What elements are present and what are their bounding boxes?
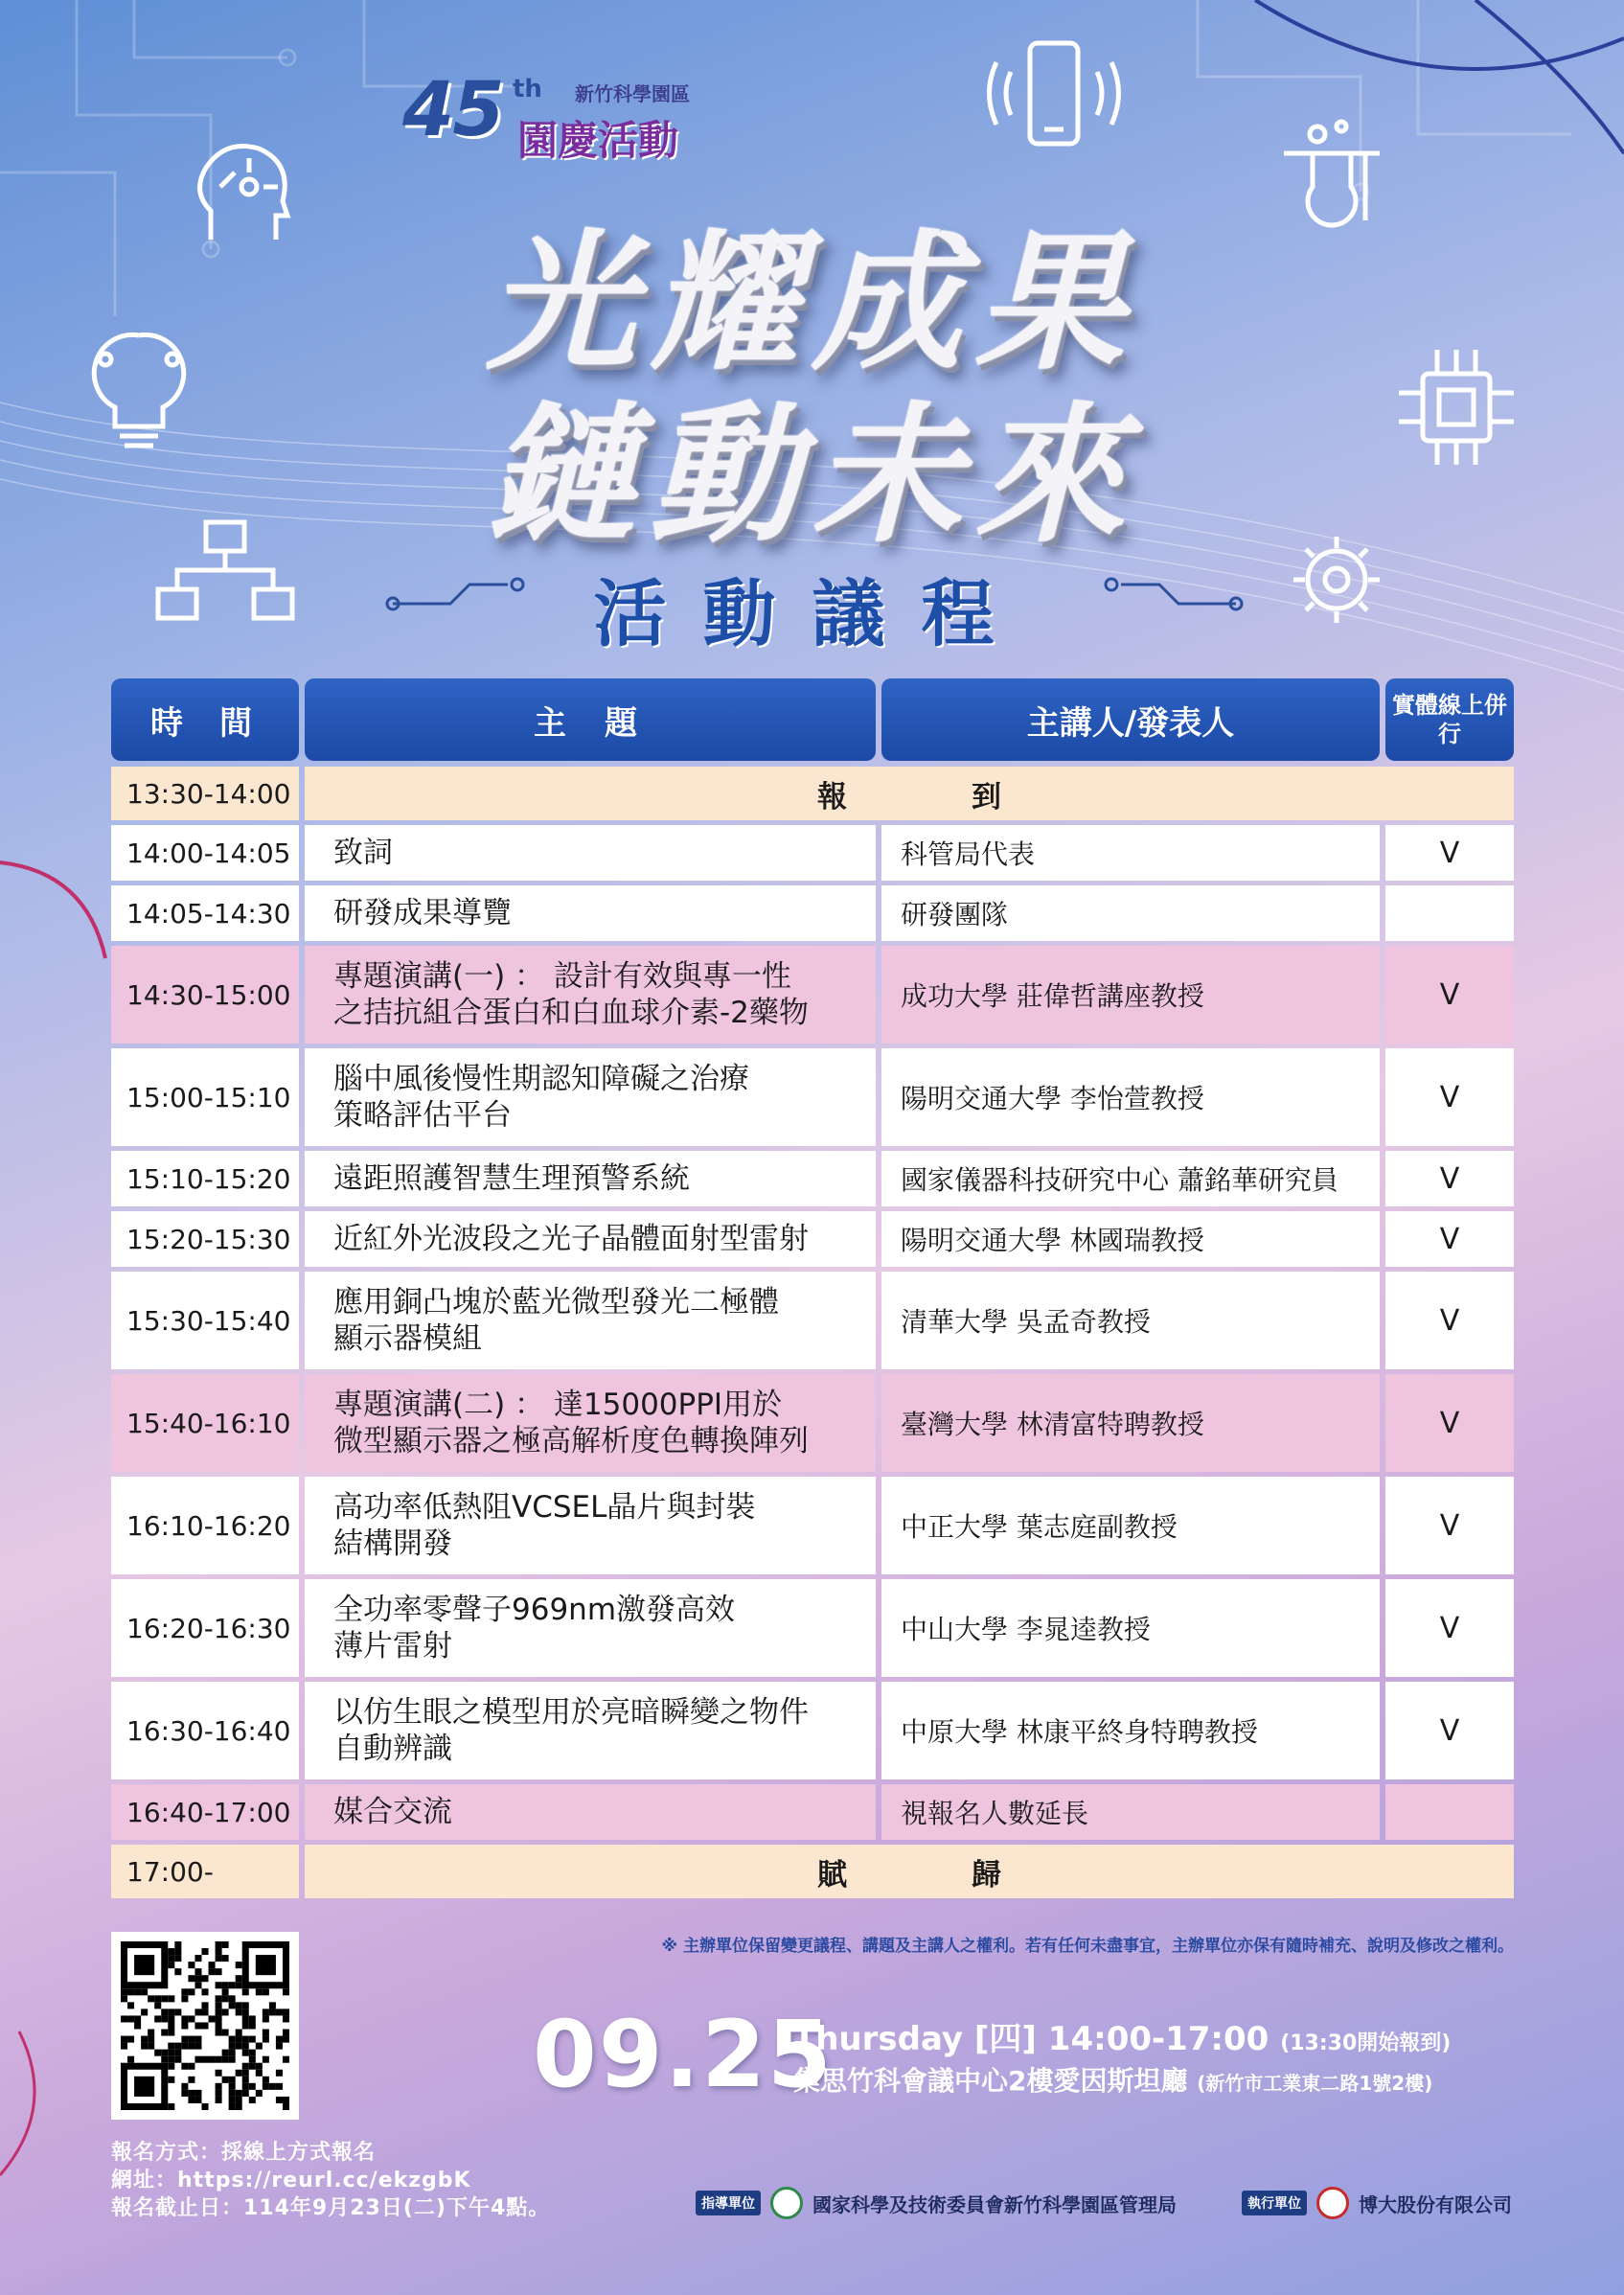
row-topic: [305, 1151, 876, 1206]
row-speaker: 研發團隊: [881, 885, 1380, 941]
row-topic: [305, 885, 876, 941]
row-mode: V: [1385, 946, 1514, 1044]
event-time: 14:00-17:00: [1047, 2020, 1269, 2058]
row-time: 17:00-: [111, 1845, 299, 1898]
row-speaker: 清華大學 吳孟奇教授: [881, 1272, 1380, 1369]
phone-icon: [977, 38, 1131, 153]
event-date: 09.25: [533, 2001, 834, 2108]
row-time: 15:20-15:30: [111, 1211, 299, 1267]
badge-suffix: th: [513, 75, 542, 103]
badge-event: 園慶活動: [517, 117, 679, 164]
row-topic-line: 近紅外光波段之光子晶體面射型雷射: [333, 1222, 809, 1256]
science-park-logo-icon: [770, 2187, 803, 2219]
registration-deadline: 報名截止日：114年9月23日(二)下午4點。: [111, 2196, 551, 2220]
row-time: 16:10-16:20: [111, 1477, 299, 1574]
row-speaker: 中正大學 葉志庭副教授: [881, 1477, 1380, 1574]
exec-name: 博大股份有限公司: [1359, 2192, 1512, 2216]
row-span-label: 報到: [305, 767, 1514, 820]
row-time: 15:00-15:10: [111, 1048, 299, 1146]
row-topic-line: 專題演講(二) ： 達15000PPI用於: [333, 1388, 783, 1422]
row-mode: [1385, 1784, 1514, 1840]
row-topic-line: 薄片雷射: [333, 1629, 452, 1664]
event-time-line: [793, 2012, 1451, 2059]
row-speaker: 中山大學 李晁逵教授: [881, 1579, 1380, 1677]
row-mode: V: [1385, 1211, 1514, 1267]
row-topic-line: 研發成果導覽: [333, 896, 512, 930]
row-speaker: 國家儀器科技研究中心 蕭銘華研究員: [881, 1151, 1380, 1206]
row-time: 15:40-16:10: [111, 1374, 299, 1472]
agenda-subtitle: 活動議程: [593, 571, 1031, 656]
row-topic-line: 顯示器模組: [333, 1321, 482, 1356]
row-time: 15:30-15:40: [111, 1272, 299, 1369]
row-speaker: 成功大學 莊偉哲講座教授: [881, 946, 1380, 1044]
row-mode: V: [1385, 1477, 1514, 1574]
guide-organizer: [696, 2187, 1177, 2219]
row-time: 15:10-15:20: [111, 1151, 299, 1206]
table-row: [111, 1151, 1514, 1206]
row-topic-line: 腦中風後慢性期認知障礙之治療: [333, 1062, 749, 1096]
row-topic-line: 遠距照護智慧生理預警系統: [333, 1161, 690, 1196]
row-speaker: 視報名人數延長: [881, 1784, 1380, 1840]
row-topic: [305, 1211, 876, 1267]
row-topic-line: 以仿生眼之模型用於亮暗瞬變之物件: [333, 1695, 809, 1730]
header-topic: 主題: [305, 678, 876, 761]
row-mode: V: [1385, 1579, 1514, 1677]
table-row: [111, 1048, 1514, 1146]
row-topic: [305, 1272, 876, 1369]
row-mode: V: [1385, 1048, 1514, 1146]
row-span-label: 賦歸: [305, 1845, 1514, 1898]
event-weekday-zh: [四]: [973, 2020, 1037, 2058]
row-mode: V: [1385, 1682, 1514, 1779]
registration-method: 報名方式：採線上方式報名: [111, 2141, 377, 2165]
row-speaker: 陽明交通大學 林國瑞教授: [881, 1211, 1380, 1267]
qr-code[interactable]: [111, 1932, 299, 2120]
row-topic-line: 致詞: [333, 836, 393, 870]
company-logo-icon: [1316, 2187, 1349, 2219]
row-speaker: 中原大學 林康平終身特聘教授: [881, 1682, 1380, 1779]
table-row: [111, 1211, 1514, 1267]
event-checkin: (13:30開始報到): [1280, 2031, 1452, 2055]
row-topic-line: 專題演講(一) ： 設計有效與專一性: [333, 959, 791, 994]
row-topic-line: 媒合交流: [333, 1795, 452, 1829]
table-row: [111, 825, 1514, 881]
row-topic: [305, 1048, 876, 1146]
badge-org: 新竹科學園區: [575, 82, 690, 105]
row-topic-line: 高功率低熱阻VCSEL晶片與封裝: [333, 1490, 756, 1525]
event-address: (新竹市工業東二路1號2樓): [1197, 2072, 1433, 2095]
row-time: 14:30-15:00: [111, 946, 299, 1044]
row-topic-line: 之拮抗組合蛋白和白血球介素-2藥物: [333, 996, 809, 1030]
row-topic-line: 策略評估平台: [333, 1098, 512, 1133]
table-row: [111, 1845, 1514, 1898]
event-weekday: Thursday: [793, 2020, 964, 2058]
table-row: [111, 1374, 1514, 1472]
row-time: 16:20-16:30: [111, 1579, 299, 1677]
row-topic-line: 自動辨識: [333, 1732, 452, 1766]
row-mode: V: [1385, 1374, 1514, 1472]
row-topic-line: 結構開發: [333, 1526, 452, 1561]
row-topic-line: 應用銅凸塊於藍光微型發光二極體: [333, 1285, 779, 1320]
badge-number: 45: [402, 67, 503, 153]
anniversary-badge: [402, 67, 719, 163]
table-row: [111, 1579, 1514, 1677]
table-row: [111, 1682, 1514, 1779]
disclaimer-note: ※ 主辦單位保留變更議程、講題及主講人之權利。若有任何未盡事宜，主辦單位亦保有隨時補充、說明及修改之權利。: [661, 1937, 1514, 1956]
event-venue-line: [793, 2060, 1432, 2099]
row-topic: [305, 825, 876, 881]
table-row: [111, 946, 1514, 1044]
row-topic: [305, 1374, 876, 1472]
row-mode: [1385, 885, 1514, 941]
registration-info: [111, 2139, 550, 2222]
row-time: 16:30-16:40: [111, 1682, 299, 1779]
row-mode: V: [1385, 825, 1514, 881]
registration-url[interactable]: 網址：https://reurl.cc/ekzgbK: [111, 2169, 471, 2192]
header-mode: 實體線上併行: [1385, 678, 1514, 761]
row-mode: V: [1385, 1272, 1514, 1369]
table-row: [111, 885, 1514, 941]
row-topic: [305, 1784, 876, 1840]
header-speaker: 主講人/發表人: [881, 678, 1380, 761]
event-venue: 集思竹科會議中心2樓愛因斯坦廳: [793, 2065, 1188, 2097]
qr-code-graphic: [121, 1941, 289, 2110]
row-time: 16:40-17:00: [111, 1784, 299, 1840]
guide-name: 國家科學及技術委員會新竹科學園區管理局: [812, 2192, 1177, 2216]
table-row: [111, 1784, 1514, 1840]
row-mode: V: [1385, 1151, 1514, 1206]
row-speaker: 臺灣大學 林清富特聘教授: [881, 1374, 1380, 1472]
row-topic-line: 全功率零聲子969nm激發高效: [333, 1593, 736, 1627]
exec-organizer: [1242, 2187, 1512, 2219]
row-time: 13:30-14:00: [111, 767, 299, 820]
row-topic: [305, 1682, 876, 1779]
row-time: 14:00-14:05: [111, 825, 299, 881]
guide-label: 指導單位: [696, 2191, 761, 2215]
row-topic: [305, 946, 876, 1044]
row-speaker: 陽明交通大學 李怡萱教授: [881, 1048, 1380, 1146]
title-line-2: 鏈動未來: [486, 388, 1138, 562]
row-topic: [305, 1477, 876, 1574]
row-topic-line: 微型顯示器之極高解析度色轉換陣列: [333, 1424, 809, 1458]
row-topic: [305, 1579, 876, 1677]
row-time: 14:05-14:30: [111, 885, 299, 941]
table-row: [111, 767, 1514, 820]
title-line-1: 光耀成果: [486, 216, 1138, 390]
table-row: [111, 1477, 1514, 1574]
row-speaker: 科管局代表: [881, 825, 1380, 881]
header-time: 時間: [111, 678, 299, 761]
exec-label: 執行單位: [1242, 2191, 1307, 2215]
table-row: [111, 1272, 1514, 1369]
